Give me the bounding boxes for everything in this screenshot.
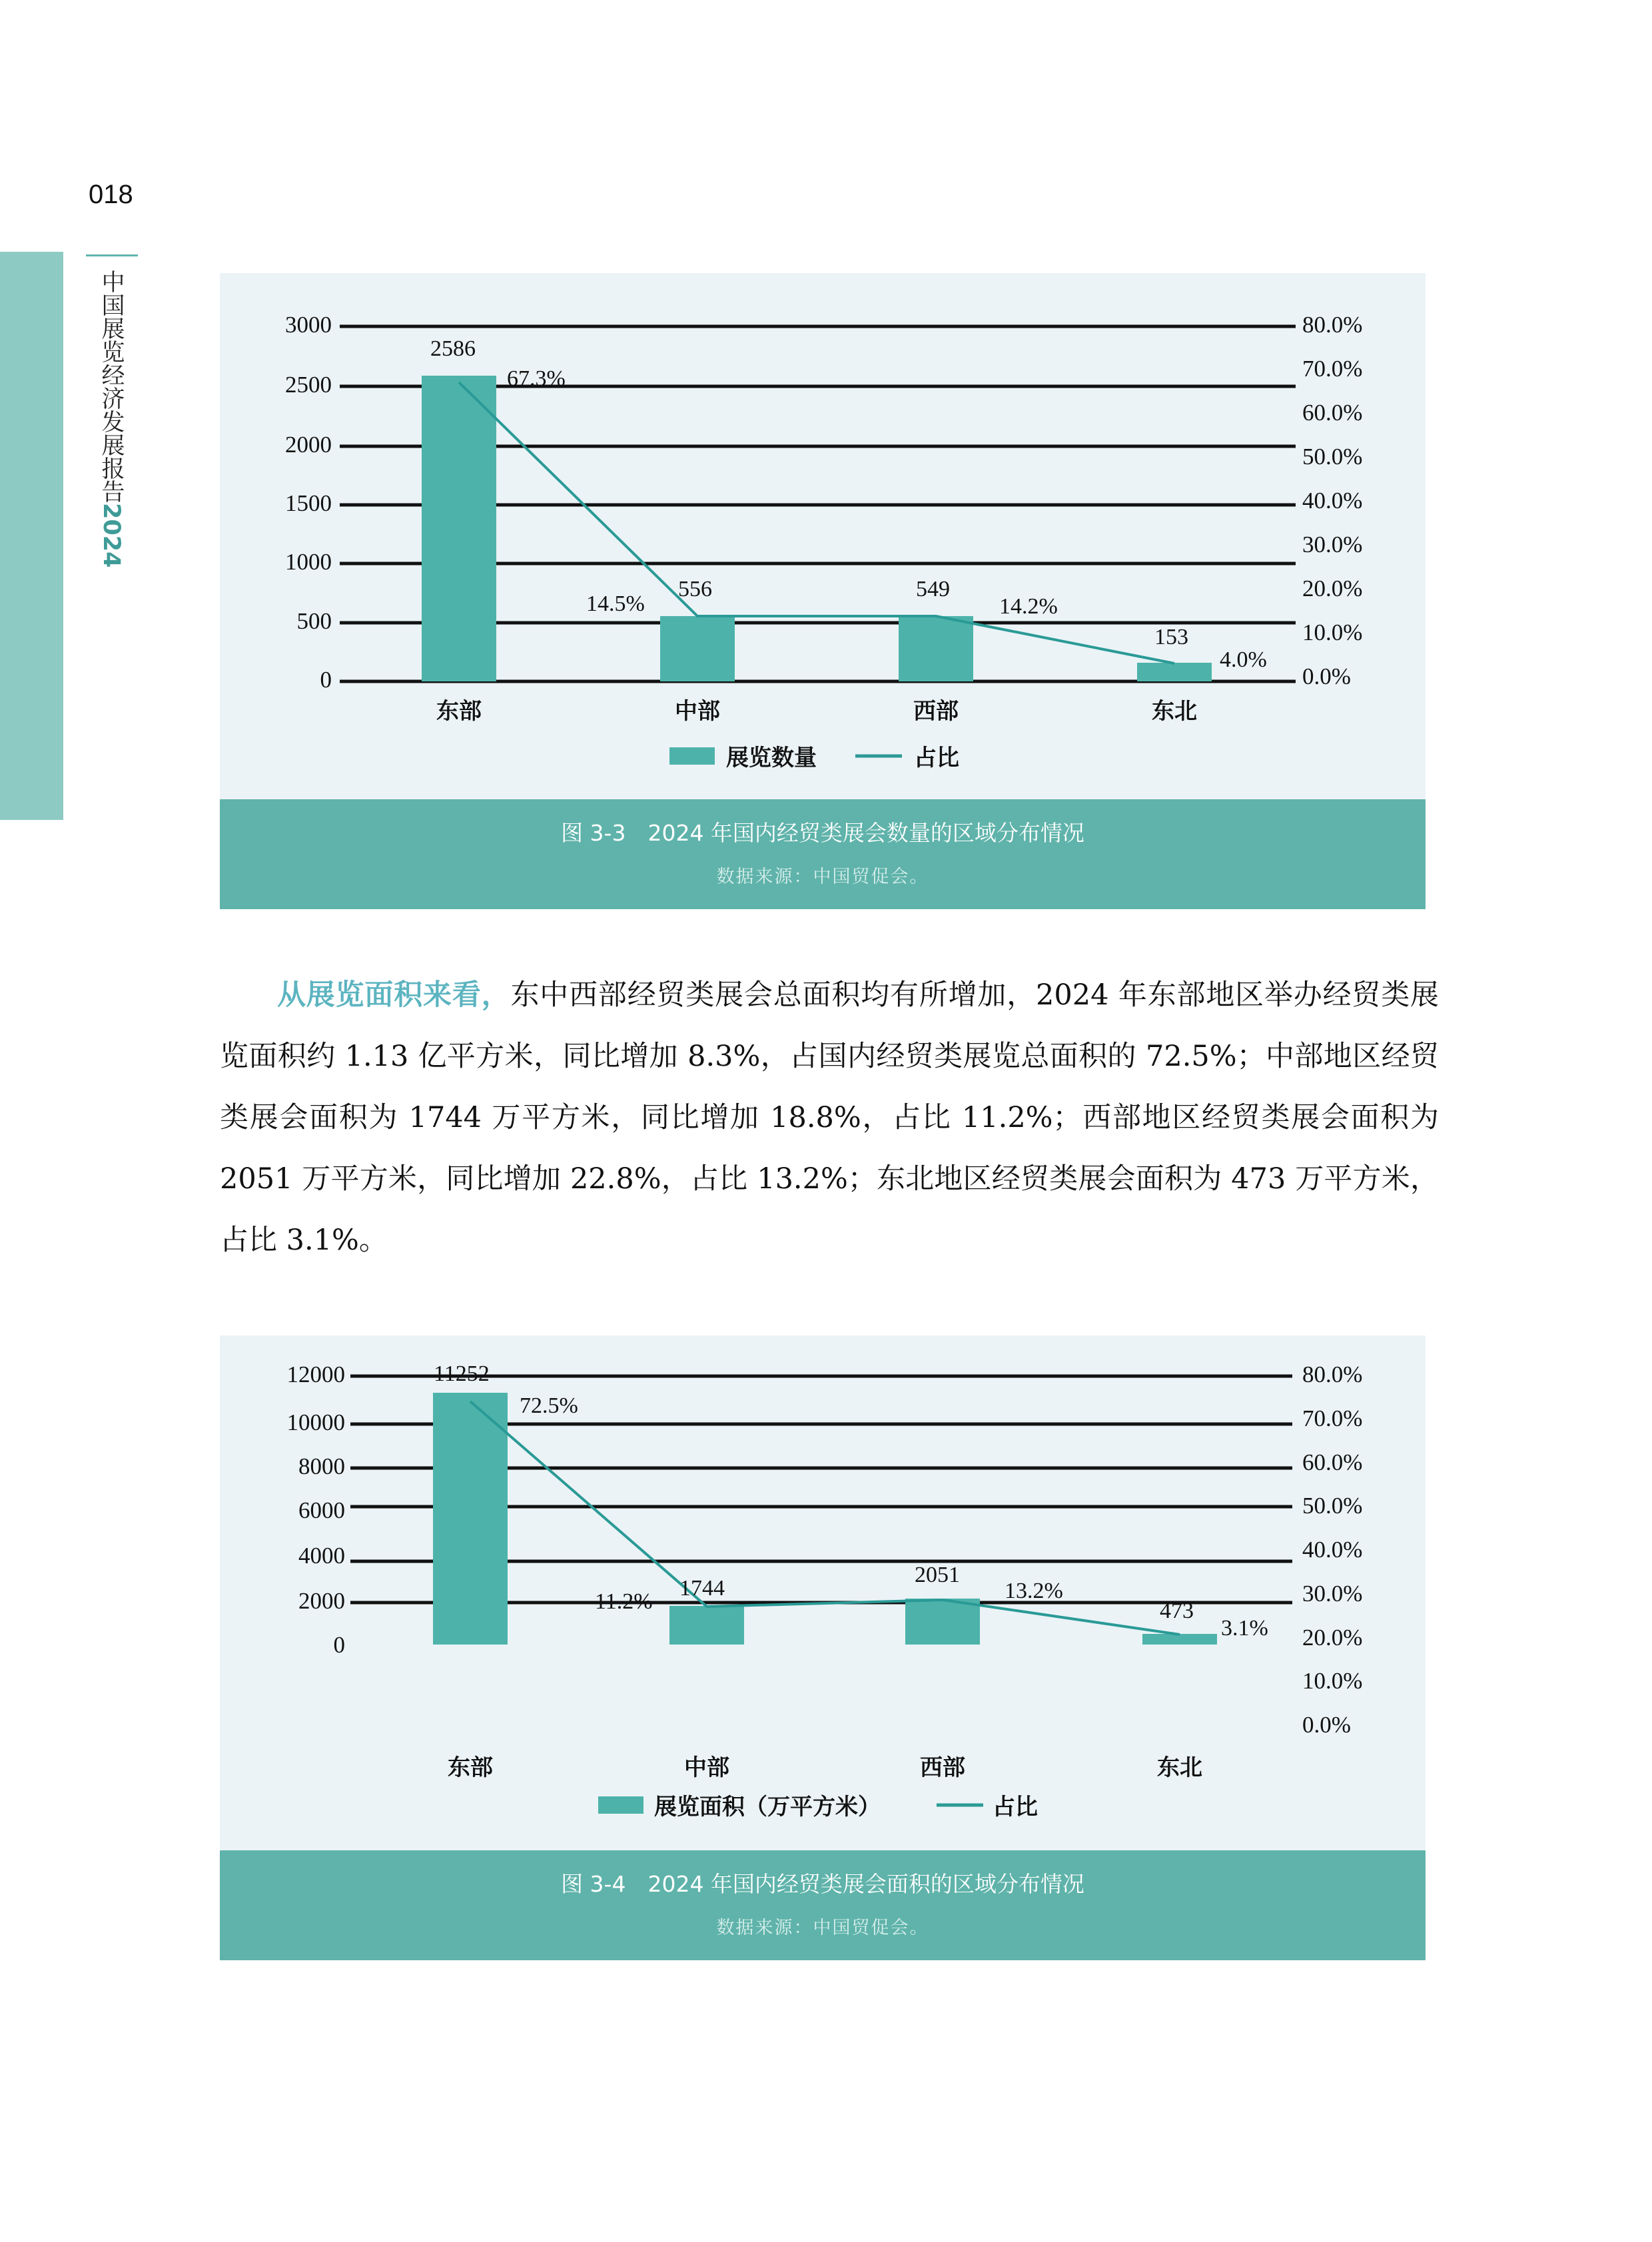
bar-value-label: 2586	[430, 336, 476, 361]
bar-value-label: 153	[1154, 625, 1188, 649]
share-label: 4.0%	[1220, 647, 1267, 672]
y-tick: 2000	[298, 1588, 345, 1614]
y2-tick: 80.0%	[1302, 1361, 1363, 1387]
x-category: 东北	[1157, 1754, 1202, 1781]
y2-tick: 40.0%	[1302, 488, 1363, 514]
share-label: 11.2%	[595, 1589, 653, 1614]
x-category: 东北	[1152, 698, 1197, 725]
y-tick: 0	[320, 667, 332, 693]
figure1-title: 图 3-3 2024 年国内经贸类展会数量的区域分布情况	[561, 820, 1084, 846]
share-label: 14.5%	[586, 591, 645, 616]
y2-tick: 80.0%	[1302, 312, 1363, 338]
legend-bar-label: 展览面积（万平方米）	[654, 1794, 881, 1820]
paragraph-body: 东中西部经贸类展会总面积均有所增加，2024 年东部地区举办经贸类展览面积约 1.13 亿平方米，同比增加 8.3%，占国内经贸类展览总面积的 72.5%；中部地区经贸类展会面积为 1744 万平方米，同比增加 18.8%，占比 11.2%；西部地区经贸类展会面积为 2051 万平方米，同比增加 22.8%，占比 13.2%；东北地区经贸类展会面积为 473 万平方米，占比 3.1%。	[220, 978, 1439, 1257]
bar-value-label: 11252	[434, 1361, 490, 1386]
bar-northeast	[1142, 1634, 1217, 1645]
legend-bar-swatch	[598, 1796, 643, 1814]
share-line	[470, 1401, 1180, 1635]
bar-value-label: 1744	[679, 1576, 725, 1601]
y2-tick: 10.0%	[1302, 1668, 1363, 1694]
y-tick: 3000	[285, 312, 332, 338]
y-tick: 2000	[285, 432, 332, 458]
y2-tick: 60.0%	[1302, 400, 1363, 426]
x-category: 西部	[913, 698, 959, 725]
page-number: 018	[89, 180, 133, 209]
legend-line-label: 占比	[914, 745, 959, 771]
x-category: 东部	[436, 698, 482, 725]
bar-value-label: 549	[916, 577, 950, 601]
y-tick: 0	[333, 1632, 345, 1658]
share-label: 14.2%	[999, 594, 1058, 619]
paragraph-lead: 从展览面积来看，	[277, 978, 511, 1012]
x-category: 中部	[675, 698, 720, 725]
y-tick: 500	[296, 608, 332, 634]
y2-tick: 10.0%	[1302, 619, 1363, 645]
y-tick: 10000	[286, 1409, 345, 1435]
y2-tick: 20.0%	[1302, 575, 1363, 601]
y2-tick: 50.0%	[1302, 1493, 1363, 1519]
y2-tick: 40.0%	[1302, 1537, 1363, 1563]
y-tick: 4000	[298, 1543, 345, 1569]
y2-tick: 70.0%	[1302, 356, 1363, 382]
y2-tick: 30.0%	[1302, 532, 1363, 558]
bar-value-label: 2051	[915, 1563, 960, 1587]
y2-tick: 0.0%	[1302, 1712, 1351, 1738]
y-tick: 1000	[285, 549, 332, 575]
y-tick: 12000	[286, 1361, 345, 1387]
bar-east	[433, 1393, 508, 1645]
y2-tick: 20.0%	[1302, 1625, 1363, 1651]
figure2-title: 图 3-4 2024 年国内经贸类展会面积的区域分布情况	[561, 1871, 1084, 1897]
x-category: 中部	[684, 1754, 729, 1781]
legend-line-label: 占比	[993, 1794, 1038, 1820]
y-tick: 6000	[298, 1497, 345, 1523]
x-category: 东部	[448, 1754, 493, 1781]
y-tick: 1500	[285, 490, 332, 516]
share-label: 3.1%	[1221, 1616, 1268, 1641]
y2-tick: 0.0%	[1302, 663, 1351, 689]
running-title-text: 中国展览经济发展报告	[98, 270, 125, 503]
figure1-source: 数据来源：中国贸促会。	[716, 867, 929, 887]
x-category: 西部	[920, 1754, 965, 1781]
y-tick: 8000	[298, 1453, 345, 1479]
share-label: 72.5%	[520, 1393, 578, 1418]
share-label: 67.3%	[507, 366, 566, 391]
y2-tick: 70.0%	[1302, 1405, 1363, 1431]
y2-tick: 30.0%	[1302, 1581, 1363, 1607]
bar-value-label: 556	[678, 577, 712, 601]
bar-west	[905, 1599, 980, 1645]
running-title-year: 2024	[98, 503, 125, 568]
bar-value-label: 473	[1160, 1599, 1194, 1623]
legend-bar-label: 展览数量	[726, 745, 817, 771]
bar-central	[669, 1606, 744, 1645]
y-tick: 2500	[285, 372, 332, 398]
y2-tick: 50.0%	[1302, 444, 1363, 470]
figure2-source: 数据来源：中国贸促会。	[716, 1918, 929, 1938]
figure2-caption	[220, 1850, 1426, 1960]
share-label: 13.2%	[1005, 1579, 1063, 1603]
y2-tick: 60.0%	[1302, 1449, 1363, 1475]
